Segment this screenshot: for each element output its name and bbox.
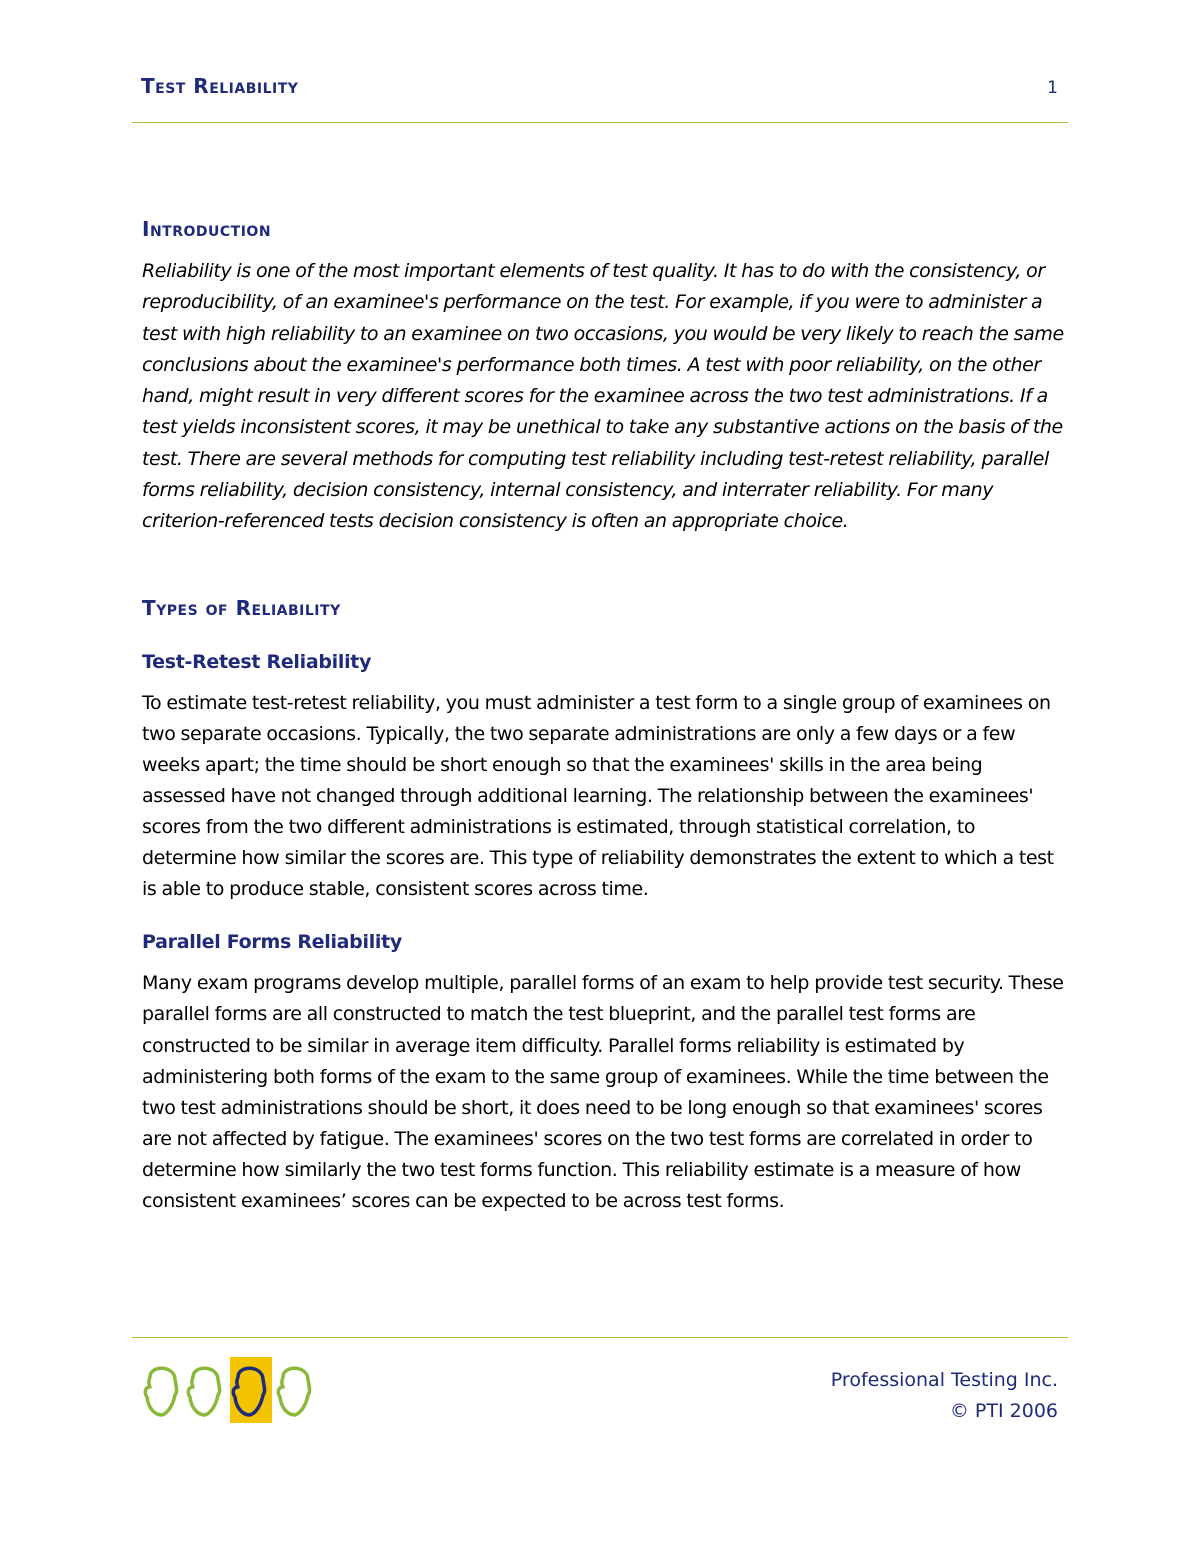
footer-company-block (831, 1365, 1058, 1427)
logo-head-1 (145, 1368, 176, 1415)
header-divider (132, 122, 1068, 123)
footer-divider (132, 1337, 1068, 1338)
footer-copyright: © PTI 2006 (949, 1400, 1058, 1422)
page-number: 1 (1047, 78, 1058, 98)
four-heads-logo-icon (140, 1357, 320, 1423)
introduction-paragraph: Reliability is one of the most important elements of test quality. It has to do with the consistency, or reproducibility, of an examinee's performance on the test. For example, if you were to administer a test with high reliability to an examinee on two occasions, you would be very likely to reach the same conclusions about the examinee's performance both times. A test with poor reliability, on the other hand, might result in very different scores for the examinee across the two test administrations. If a test yields inconsistent scores, it may be unethical to take any substantive actions on the basis of the test. There are several methods for computing test reliability including test-retest reliability, parallel forms reliability, decision consistency, internal consistency, and interrater reliability. For many criterion-referenced tests decision consistency is often an appropriate choice. (142, 260, 1064, 533)
introduction-heading: Introduction (142, 217, 272, 241)
header-title: Test Reliability (141, 74, 299, 98)
parallel-forms-paragraph: Many exam programs develop multiple, parallel forms of an exam to help provide test security. These parallel forms are all constructed to match the test blueprint, and the parallel test forms are constructed to be similar in average item difficulty. Parallel forms reliability is estimated by administering both forms of the exam to the same group of examinees. While the time between the two test administrations should be short, it does need to be long enough so that examinees' scores are not affected by fatigue. The examinees' scores on the two test forms are correlated in order to determine how similarly the two test forms function. This reliability estimate is a measure of how consistent examinees’ scores can be expected to be across test forms. (142, 972, 1064, 1212)
test-retest-heading: Test-Retest Reliability (142, 650, 372, 673)
footer-company-name: Professional Testing Inc. (830, 1369, 1058, 1391)
logo-head-4 (278, 1368, 309, 1415)
parallel-forms-heading: Parallel Forms Reliability (142, 931, 402, 954)
types-of-reliability-heading: Types of Reliability (142, 595, 341, 620)
test-retest-paragraph: To estimate test-retest reliability, you must administer a test form to a single group of examinees on two separate occasions. Typically, the two separate administrations are only a few days or a few weeks apart; the time should be short enough so that the examinees' skills in the area being assessed have not changed through additional learning. The relationship between the examinees' scores from the two different administrations is estimated, through statistical correlation, to determine how similar the scores are. This type of reliability demonstrates the extent to which a test is able to produce stable, consistent scores across time. (142, 691, 1054, 901)
document-body (142, 212, 1067, 1217)
logo-head-2 (188, 1368, 219, 1415)
